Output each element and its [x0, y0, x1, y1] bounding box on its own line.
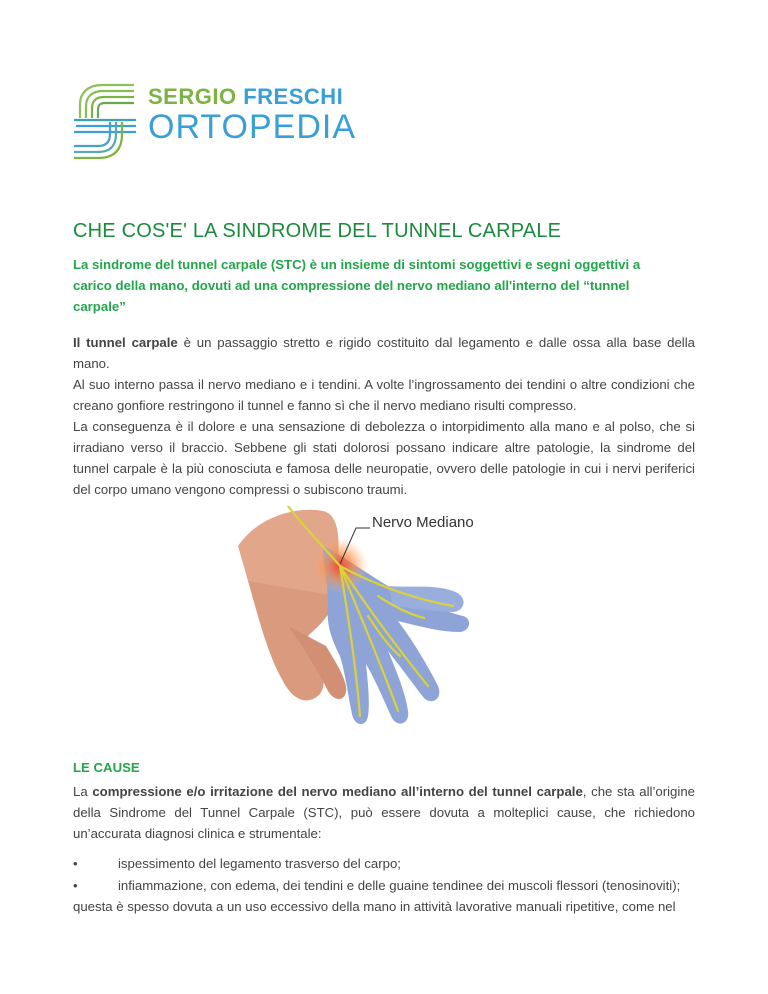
- paragraph-1-text: è un passaggio stretto e rigido costituito dal legamento e dalle ossa alla base della mano.: [73, 335, 695, 371]
- hand-image: [228, 506, 528, 731]
- intro-paragraph: La sindrome del tunnel carpale (STC) è un insieme di sintomi soggettivi e segni oggettivi a carico della mano, dovuti ad una compressione del nervo mediano all'interno del “tunnel carpale”: [73, 257, 641, 314]
- paragraph-4-bold: compressione e/o irritazione del nervo mediano all’interno del tunnel carpale: [92, 784, 583, 799]
- paragraph-1-bold: Il tunnel carpale: [73, 335, 178, 350]
- logo-mark-icon: [72, 82, 138, 160]
- brand-subtitle: ORTOPEDIA: [148, 108, 357, 146]
- brand-second: FRESCHI: [243, 84, 344, 109]
- page-title: CHE COS'E' LA SINDROME DEL TUNNEL CARPALE: [73, 220, 562, 242]
- paragraph-4-prefix: La: [73, 784, 93, 799]
- paragraph-4: [73, 781, 695, 844]
- list-item-text: ispessimento del legamento trasverso del carpo;: [118, 856, 401, 871]
- paragraph-4-text: , che sta all’origine della Sindrome del Tunnel Carpale (STC), può essere dovuta a molteplici cause, che richiedono un’accurata diagnosi clinica e strumentale:: [73, 784, 695, 841]
- brand-first: SERGIO: [148, 84, 237, 109]
- causes-heading: LE CAUSE: [73, 760, 140, 775]
- paragraph-5: questa è spesso dovuta a un uso eccessivo della mano in attività lavorative manuali ripetitive, come nel: [73, 899, 676, 914]
- bullet-marker: •: [73, 878, 78, 893]
- figure-label: Nervo Mediano: [372, 514, 474, 531]
- list-item-text: infiammazione, con edema, dei tendini e delle guaine tendinee dei muscoli flessori (tenosinoviti);: [118, 878, 681, 893]
- hand-illustration: [228, 506, 528, 731]
- paragraph-3: La conseguenza è il dolore e una sensazione di debolezza o intorpidimento alla mano e al polso, che si irradiano verso il braccio. Sebbene gli stati dolorosi possano indicare altre patologie, la sindrome del tunnel carpale è la più conosciuta e famosa delle neuropatie, ovvero delle patologie in cui i nervi periferici del corpo umano vengono compressi o subiscono traumi.: [73, 419, 695, 497]
- logo: [72, 82, 357, 160]
- paragraph-1: [73, 332, 695, 374]
- paragraph-2: Al suo interno passa il nervo mediano e i tendini. A volte l’ingrossamento dei tendini o altre condizioni che creano gonfiore restringono il tunnel e fanno sì che il nervo mediano risulti compresso.: [73, 377, 695, 413]
- bullet-marker: •: [73, 856, 78, 871]
- brand-name: [148, 84, 343, 110]
